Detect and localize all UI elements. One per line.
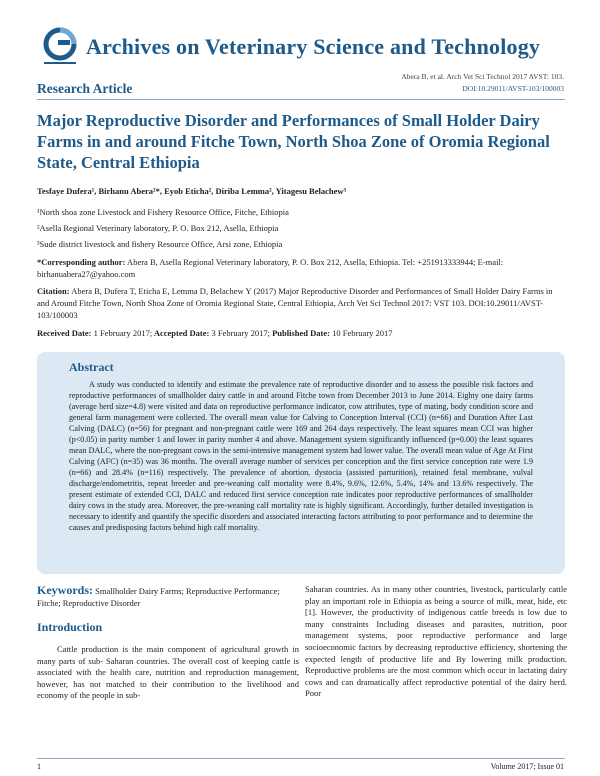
keywords-label: Keywords:	[37, 583, 93, 597]
accepted-date: 3 February 2017;	[209, 328, 270, 338]
received-date: 1 February 2017;	[91, 328, 153, 338]
keywords	[37, 584, 295, 609]
introduction-column-1: Cattle production is the main component of agricultural growth in many parts of sub- Saharan countries. The overall cost of keeping cattle is associated with the health care, nutrition and reproduction management, however, has not matched to their contribution to the livelihood and economy of the people in sub-	[37, 644, 299, 701]
received-label: Received Date:	[37, 328, 92, 338]
introduction-heading: Introduction	[37, 620, 103, 634]
accepted-label: Accepted Date:	[152, 328, 210, 338]
short-citation: Abera B, et al. Arch Vet Sci Technol 2017 AVST: 103.	[401, 72, 564, 81]
introduction-column-2: Saharan countries. As in many other countries, livestock, particularly cattle play an important role in Ethiopia as being a source of milk, meat, hide, etc [1]. However, the productivity of indigenous cattle breeds is low due to many constraints Including diseases and parasites, nutrition, poor management systems, poor reproductive performance and large socioeconomic factors by decreasing reproductive efficiency, shortening the expected length of productive life and By lowering milk production. Reproductive problems are the most common which occur in lactating dairy cows and can dramatically affect reproductive potential of the dairy herd. Poor	[305, 584, 567, 699]
published-label: Published Date:	[269, 328, 330, 338]
affiliation-2: ²Asella Regional Veterinary laboratory, P. O. Box 212, Asella, Ethiopia	[37, 223, 279, 233]
citation	[37, 285, 565, 321]
corresponding-author	[37, 256, 565, 280]
corresponding-label: *Corresponding author:	[37, 257, 126, 267]
keywords-text: Smallholder Dairy Farms; Reproductive Performance; Fitche; Reproductive Disorder	[37, 586, 280, 608]
abstract-box	[37, 352, 565, 574]
article-title: Major Reproductive Disorder and Performances of Small Holder Dairy Farms in and around Fitche Town, North Shoa Zone of Oromia Regional State, Central Ethiopia	[37, 111, 550, 172]
author-list: Tesfaye Dufera¹, Birhanu Abera²*, Eyob Eticha², Diriba Lemma², Yitagesu Belachew³	[37, 186, 347, 196]
journal-logo-icon	[38, 26, 82, 68]
journal-title: Archives on Veterinary Science and Technology	[86, 34, 541, 59]
volume-issue: Volume 2017; Issue 01	[490, 762, 564, 771]
header-divider	[37, 99, 565, 100]
affiliation-3: ³Sude district livestock and fishery Resource Office, Arsi zone, Ethiopia	[37, 239, 283, 249]
publication-dates	[37, 328, 393, 338]
section-label: Research Article	[37, 81, 133, 96]
abstract-text: A study was conducted to identify and estimate the prevalence rate of reproductive disorder and to assess the possible risk factors and reproductive performances of smallholder dairy cattle in and around Fitche town from December 2013 to June 2014. Eighty one dairy farms (average herd size=4.8) were visited and data on reproductive performance indicator, cow attributes, type of mating, body condition score and general farm management were collected. The overall mean value for Calving to Conception Interval (CCI) (n=66) and Duration After Last Calving (DALC) (n=56) for pregnant and non-pregnant cattle were 169 and 264 days respectively. The least squares mean CCI was higher (p<0.05) in parity number 1 and lower in parity number 4 and above. Management system significantly influenced (p=0.00) the least squares mean DALC, where the non-pregnant cows in the semi-intensive management system had lower value. The overall mean value of Age At First Calving (AFC) (n=35) was 36 months. The overall average number of services per conception and the first service conception rate were 1.9 (n=66) and 28.4% (n=116) respectively. The prevalence of abortion, dystocia (assisted parturition), retained fetal membrane, vulval discharge/endometritis, repeat breeder and pre-weaning calf mortality were 8.4%, 9.6%, 12.6%, 5.4%, 14% and 13.6% respectively. The present estimate of extended CCI, DALC and reduced first service conception rate indicates poor reproductive performances of smallholder dairy cows in the study area. Moreover, the pre-weaning calf mortality rate is highly significant. Accordingly, further detailed investigation is necessary to identify and quantify the specific disorders and associated interacting factors attributing to poor performance and to determine the causes and predisposing factors behind high calf mortality.	[69, 380, 533, 532]
corresponding-text: Abera B, Asella Regional Veterinary laboratory, P. O. Box 212, Asella, Ethiopia. Tel: +251913333944; E-mail: birhanuabera27@yahoo.com	[37, 257, 504, 279]
page-number: 1	[37, 762, 41, 771]
published-date: 10 February 2017	[329, 328, 393, 338]
abstract-heading: Abstract	[69, 360, 114, 374]
citation-text: Abera B, Dufera T, Eticha E, Lemma D, Belachew Y (2017) Major Reproductive Disorder and Performances of Small Holder Dairy Farms in and Around Fitche Town, North Shoa Zone of Oromia Regional State, Central Ethiopia, Arch Vet Sci Technol 2017: VST 103. DOI:10.29011/AVST-103/100003	[37, 286, 553, 320]
doi-link[interactable]: DOI:10.29011/AVST-103/100003	[462, 84, 564, 93]
footer-divider	[37, 758, 565, 759]
affiliation-1: ¹North shoa zone Livestock and Fishery Resource Office, Fitche, Ethiopia	[37, 207, 289, 217]
citation-label: Citation:	[37, 286, 70, 296]
